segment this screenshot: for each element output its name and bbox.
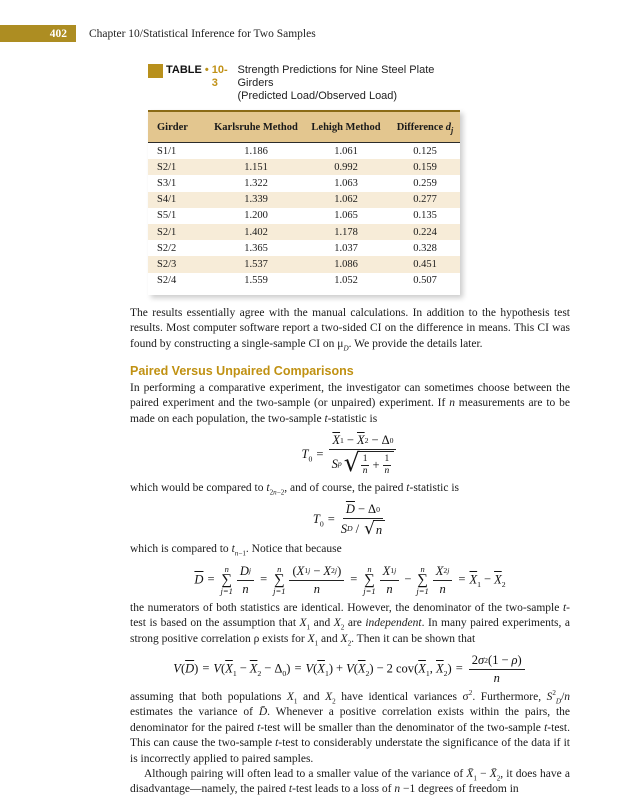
girder-cell: S2/2 <box>157 242 177 254</box>
lehigh-cell: 1.065 <box>334 210 358 222</box>
table-row <box>148 159 460 175</box>
difference-cell: 0.328 <box>413 242 437 254</box>
col-header-karlsruhe: Karlsruhe Method <box>214 121 298 133</box>
girder-cell: S2/3 <box>157 258 177 270</box>
difference-cell: 0.125 <box>413 145 437 157</box>
difference-cell: 0.277 <box>413 194 437 206</box>
table-row <box>148 256 460 272</box>
equation-variance-dbar: $V(\overline{D}) = V(\overline{X}_1 - \overline{X}_2 - \Delta_0) = V(\overline{X}_1) + V(\overline{X}_2) - 2$ $cov(\overline{X}_1$, $\overline{X}_2$) = 2 σ 2 ( 1 − ρ ) n <box>130 653 570 686</box>
bullet-icon: • <box>204 64 209 76</box>
data-table <box>148 110 460 295</box>
lehigh-cell: 1.178 <box>334 226 358 238</box>
radical: √ n <box>364 520 385 538</box>
equation-two-sample-t: $T_0$ = $\overline{X}$ 1 − $\overline{X}$ 2 − Δ 0 S p √ 1 n + $\frac{1}{n}$ <box>130 433 570 477</box>
table-caption <box>148 64 460 103</box>
difference-cell: 0.451 <box>413 258 437 270</box>
radical: √ 1 n + $\frac{1}{n}$ <box>344 451 395 477</box>
difference-cell: 0.259 <box>413 177 437 189</box>
page-number-badge <box>0 25 76 42</box>
col-header-lehigh: Lehigh Method <box>311 121 381 133</box>
karlsruhe-cell: 1.402 <box>244 226 268 238</box>
table-row <box>148 192 460 208</box>
fraction: $\overline{D}$ − Δ 0 S D / √ n <box>341 502 385 538</box>
table-caption-label: TABLE <box>166 64 202 76</box>
karlsruhe-cell: 1.186 <box>244 145 268 157</box>
summation: n ∑ j=1 <box>220 563 233 597</box>
section-heading: Paired Versus Unpaired Comparisons <box>130 363 354 378</box>
difference-cell: 0.507 <box>413 275 437 287</box>
fraction: 2 σ 2 ( 1 − ρ ) n <box>469 653 525 686</box>
table-title-line1: Strength Predictions for Nine Steel Plate Girders <box>237 64 435 89</box>
table-10-3-block <box>148 64 460 295</box>
table-caption-title <box>237 64 460 103</box>
girder-cell: S2/4 <box>157 275 177 287</box>
table-header-row <box>148 110 460 143</box>
col-header-difference: Difference $d_j$ <box>396 121 454 135</box>
paragraph-results: The results essentially agree with the manual calculations. In addition to the hypothesis test results. Most computer software report a two-sided CI on the difference in means. This CI was found by constructing a single-sample CI on $\mu_D$. We provide the details later. <box>130 306 570 352</box>
table-row <box>148 240 460 256</box>
table-caption-number: 10-3 <box>211 64 228 89</box>
main-content <box>130 0 570 798</box>
girder-cell: S1/1 <box>157 145 177 157</box>
table-row <box>148 143 460 159</box>
girder-cell: S2/1 <box>157 161 177 173</box>
equation-paired-t: $T_0$ = $\overline{D}$ − Δ 0 S D / √ n <box>130 502 570 538</box>
difference-variable: d <box>445 121 452 133</box>
karlsruhe-cell: 1.537 <box>244 258 268 270</box>
summation: n ∑ j=1 <box>363 563 376 597</box>
table-title-line2: (Predicted Load/Observed Load) <box>237 90 398 102</box>
lehigh-cell: 1.052 <box>334 275 358 287</box>
karlsruhe-cell: 1.322 <box>244 177 268 189</box>
summation: n ∑ j=1 <box>273 563 286 597</box>
table-row <box>148 175 460 191</box>
difference-cell: 0.159 <box>413 161 437 173</box>
lehigh-cell: 1.037 <box>334 242 358 254</box>
table-row <box>148 208 460 224</box>
karlsruhe-cell: 1.200 <box>244 210 268 222</box>
lehigh-cell: 1.062 <box>334 194 358 206</box>
paragraph-although: Although pairing will often lead to a smaller value of the variance of $X̄_1$ − $X̄_2$, it does have a disadvantage—namely, the paired t-test leads to a loss of n −1 degrees of freedom in <box>130 768 570 796</box>
summation: n ∑ j=1 <box>416 563 429 597</box>
paragraph-assuming: assuming that both populations $X_1$ and $X_2$ have identical variances $\sigma^2$. Furthermore, $S^2_D/n$ estimates the variance of D̄. Whenever a positive correlation exists within the pairs, the denominator for the paired t-test will be smaller than the denominator of the two-sample t-test. This can cause the two-sample t-test to considerably understate the significance of the data if it is incorrectly applied to paired samples. <box>130 689 571 765</box>
girder-cell: S2/1 <box>157 226 177 238</box>
lehigh-cell: 0.992 <box>334 161 358 173</box>
lehigh-cell: 1.086 <box>334 258 358 270</box>
col-header-girder: Girder <box>157 121 188 133</box>
karlsruhe-cell: 1.151 <box>244 161 268 173</box>
difference-cell: 0.224 <box>413 226 437 238</box>
table-row <box>148 224 460 240</box>
girder-cell: S3/1 <box>157 177 177 189</box>
table-row <box>148 273 460 289</box>
girder-cell: S4/1 <box>157 194 177 206</box>
karlsruhe-cell: 1.365 <box>244 242 268 254</box>
paragraph-compared: which would be compared to $t_{2n-2}$, and of course, the paired t-statistic is <box>130 481 459 497</box>
difference-cell: 0.135 <box>413 210 437 222</box>
lehigh-cell: 1.061 <box>334 145 358 157</box>
karlsruhe-cell: 1.339 <box>244 194 268 206</box>
fraction: $\overline{X}$ 1 − $\overline{X}$ 2 − Δ 0 S p √ 1 n + $\frac{1}{n}$ <box>329 433 396 477</box>
page-number: 402 <box>49 27 67 40</box>
paragraph-notice: which is compared to $t_{n-1}$. Notice that because <box>130 543 342 558</box>
paragraph-intro: In performing a comparative experiment, the investigator can sometimes choose between the paired experiment and the two-sample (or unpaired) experiment. If n measurements are to be made on each population, the two-sample t-statistic is <box>130 381 570 425</box>
girder-cell: S5/1 <box>157 210 177 222</box>
equation-dbar-identity: $\overline{D}$ = n ∑ j=1 D j n = n ∑ j=1 ( X 1j − X 2j ) n = n ∑ j=1 X 1j n − n ∑ j=1 X 2j n = $\overline{X}_1 - \overline{X}_2$ <box>194 563 506 597</box>
table-marker-icon <box>148 64 163 78</box>
karlsruhe-cell: 1.559 <box>244 275 268 287</box>
lehigh-cell: 1.063 <box>334 177 358 189</box>
paragraph-numerators: the numerators of both statistics are identical. However, the denominator of the two-sample t-test is based on the assumption that $X_1$ and $X_2$ are independent. In many paired experiments, a strong positive correlation ρ exists for $X_1$ and $X_2$. Then it can be shown that <box>130 601 570 647</box>
chapter-title: Chapter 10/Statistical Inference for Two Samples <box>89 27 316 40</box>
